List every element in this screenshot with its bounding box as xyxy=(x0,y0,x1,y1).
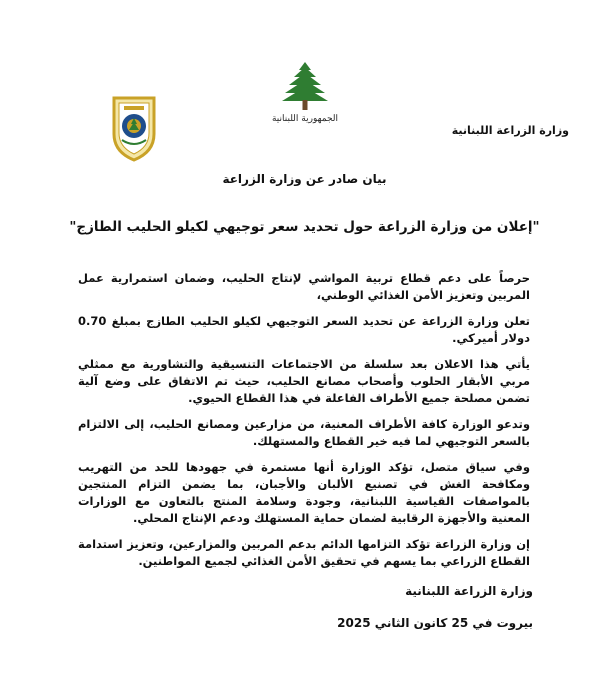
statement-body xyxy=(78,270,530,579)
document-date: بيروت في 25 كانون الثاني 2025 xyxy=(337,616,533,630)
paragraph-intro: حرصاً على دعم قطاع تربية المواشي لإنتاج الحليب، وضمان استمرارية عمل المربين وتعزيز الأمن الغذائي الوطني، xyxy=(78,271,530,302)
republic-block xyxy=(260,60,350,124)
signature-ministry: وزارة الزراعة اللبنانية xyxy=(405,584,533,598)
paragraph-meetings: يأتي هذا الاعلان بعد سلسلة من الاجتماعات التنسيقية والتشاورية مع ممثلي مربي الأبقار الحلوب وأصحاب مصانع الحليب، حيث تم الاتفاق على وضع آلية تضمن مصلحة جميع الأطراف الفاعلة في هذا القطاع الحيوي. xyxy=(78,357,530,405)
letterhead xyxy=(0,60,609,170)
cedar-tree-icon xyxy=(279,60,331,112)
paragraph-smuggling: وفي سياق متصل، تؤكد الوزارة أنها مستمرة في جهودها للحد من التهريب ومكافحة الغش في تصنيع الألبان والأجبان، بما يضمن التزام المنتجين بالمواصفات القياسية اللبنانية، وجودة وسلامة المنتج بالتعاون مع الوزارات المعنية والأجهزة الرقابية لضمان حماية المستهلك ودعم الإنتاج المحلي. xyxy=(78,460,530,525)
paragraph-call: وتدعو الوزارة كافة الأطراف المعنية، من مزارعين ومصانع الحليب، إلى الالتزام بالسعر التوجيهي لما فيه خير القطاع والمستهلك. xyxy=(78,417,530,448)
statement-subtitle: بيان صادر عن وزارة الزراعة xyxy=(222,172,387,186)
republic-name: الجمهورية اللبنانية xyxy=(271,114,339,124)
ministry-emblem-icon xyxy=(108,94,160,166)
paragraph-commitment: إن وزارة الزراعة تؤكد التزامها الدائم بدعم المربين والمزارعين، وتعزيز استدامة القطاع الزراعي بما يسهم في تحقيق الأمن الغذائي لجميع المواطنين. xyxy=(78,537,530,568)
signature-block xyxy=(337,575,533,639)
ministry-name-header: وزارة الزراعة اللبنانية xyxy=(451,124,569,137)
announcement-title: "إعلان من وزارة الزراعة حول تحديد سعر توجيهي لكيلو الحليب الطازج" xyxy=(69,219,540,235)
paragraph-price: تعلن وزارة الزراعة عن تحديد السعر التوجيهي لكيلو الحليب الطازج بمبلغ 0.70 دولار أميركي. xyxy=(78,314,530,345)
